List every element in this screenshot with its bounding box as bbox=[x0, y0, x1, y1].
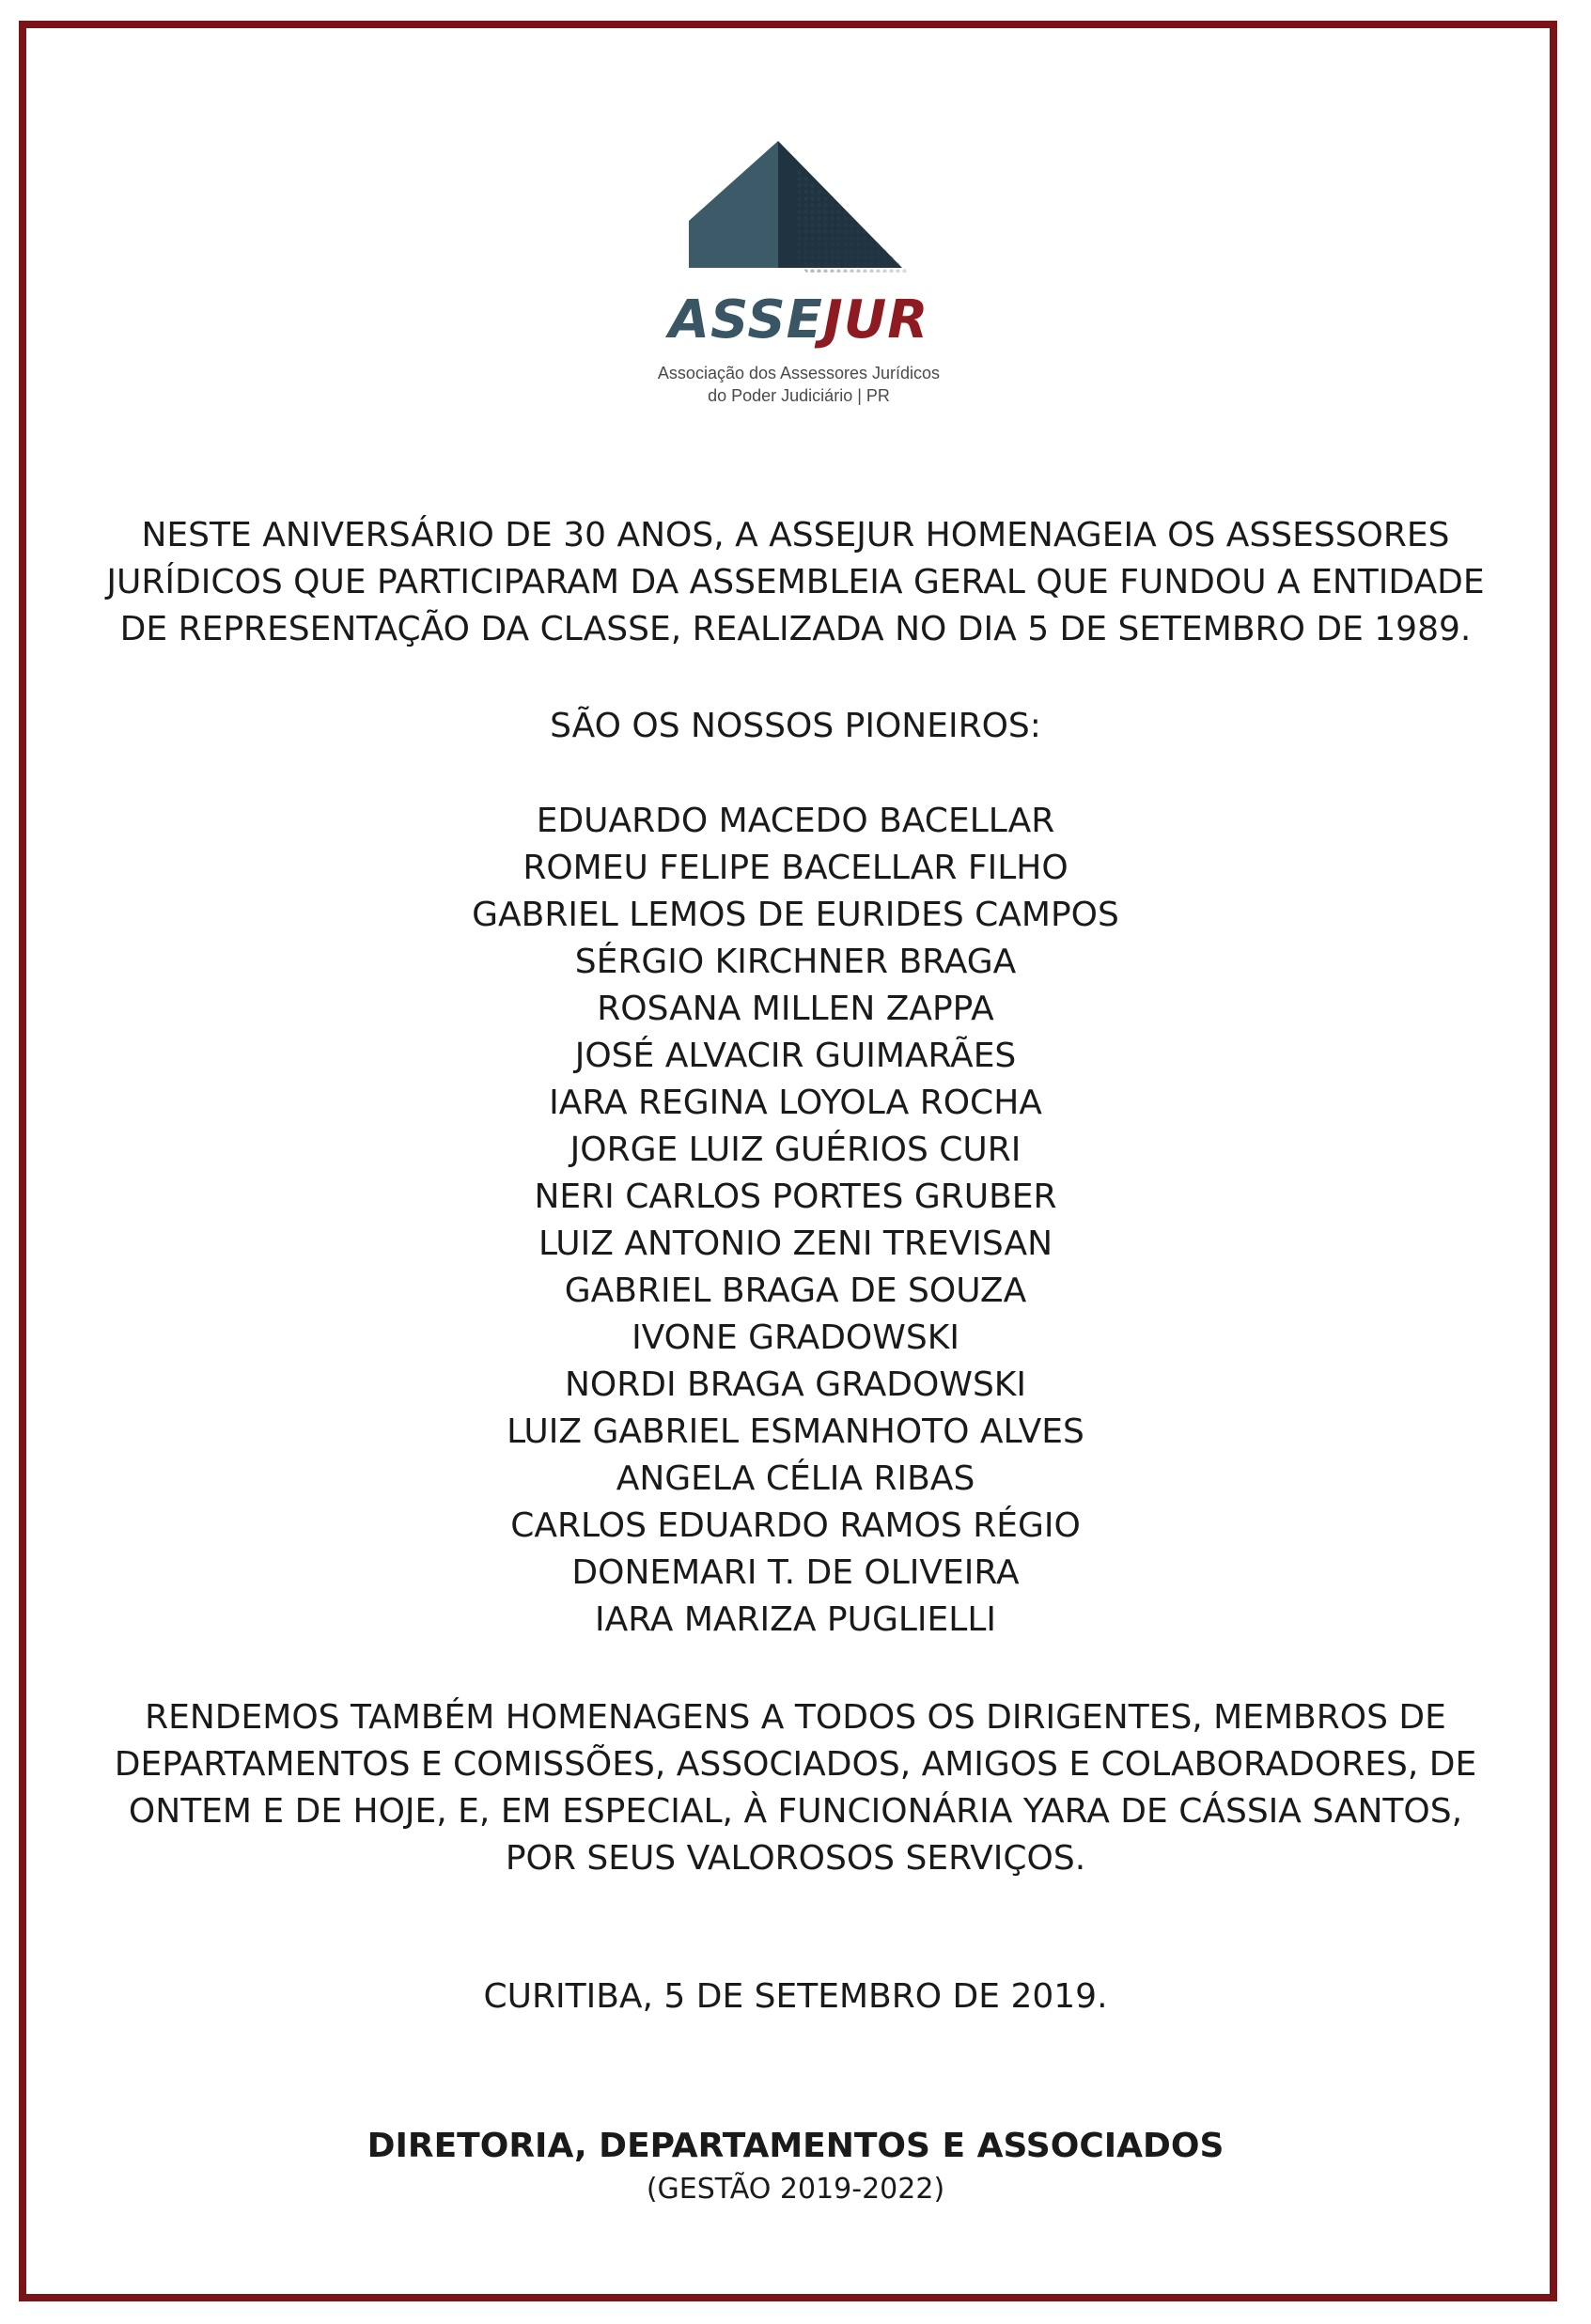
city-date: CURITIBA, 5 DE SETEMBRO DE 2019. bbox=[483, 1977, 1108, 2016]
pioneer-name: GABRIEL LEMOS DE EURIDES CAMPOS bbox=[472, 896, 1119, 934]
signature: DIRETORIA, DEPARTAMENTOS E ASSOCIADOS bbox=[367, 2127, 1224, 2165]
closing-paragraph: RENDEMOS TAMBÉM HOMENAGENS A TODOS OS DIRIGENTES, MEMBROS DE DEPARTAMENTOS E COMISSÕES, ASSOCIADOS, AMIGOS E COLABORADORES, DE ONTEM E DE HOJE, E, EM ESPECIAL, À FUNCIONÁRIA YARA DE CÁSSIA SANTOS, POR SEUS VALOROSOS SERVIÇOS. bbox=[114, 1698, 1477, 1878]
pioneer-name: GABRIEL BRAGA DE SOUZA bbox=[564, 1271, 1027, 1310]
pioneer-name: JORGE LUIZ GUÉRIOS CURI bbox=[569, 1131, 1022, 1169]
pioneer-name: LUIZ ANTONIO ZENI TREVISAN bbox=[538, 1224, 1053, 1263]
logo-wordmark: ASSEJUR bbox=[668, 289, 929, 351]
pioneer-name: SÉRGIO KIRCHNER BRAGA bbox=[574, 943, 1017, 981]
intro-paragraph: NESTE ANIVERSÁRIO DE 30 ANOS, A ASSEJUR HOMENAGEIA OS ASSESSORES JURÍDICOS QUE PARTICIPARAM DA ASSEMBLEIA GERAL QUE FUNDOU A ENTIDADE DE REPRESENTAÇÃO DA CLASSE, REALIZADA NO DIA 5 DE SETEMBRO DE 1989. bbox=[106, 516, 1485, 648]
logo-emblem-icon bbox=[684, 136, 913, 277]
pioneer-name: JOSÉ ALVACIR GUIMARÃES bbox=[574, 1037, 1017, 1075]
term-label: (GESTÃO 2019-2022) bbox=[646, 2173, 945, 2206]
logo-subtitle: Associação dos Assessores Jurídicos do Poder Judiciário | PR bbox=[657, 364, 941, 405]
pioneer-name: CARLOS EDUARDO RAMOS RÉGIO bbox=[510, 1506, 1081, 1545]
pioneer-name: IARA REGINA LOYOLA ROCHA bbox=[549, 1084, 1042, 1122]
pioneer-name: ROSANA MILLEN ZAPPA bbox=[597, 990, 994, 1028]
pioneer-name: NERI CARLOS PORTES GRUBER bbox=[534, 1178, 1057, 1216]
pioneer-name: DONEMARI T. DE OLIVEIRA bbox=[571, 1553, 1020, 1592]
assejur-logo bbox=[648, 136, 949, 418]
pioneer-name: ROMEU FELIPE BACELLAR FILHO bbox=[523, 849, 1068, 887]
pioneer-name: IVONE GRADOWSKI bbox=[632, 1318, 959, 1357]
pioneer-name: ANGELA CÉLIA RIBAS bbox=[616, 1459, 975, 1498]
pioneers-heading: SÃO OS NOSSOS PIONEIROS: bbox=[550, 707, 1041, 745]
pioneer-name: IARA MARIZA PUGLIELLI bbox=[594, 1600, 997, 1639]
pioneer-name: EDUARDO MACEDO BACELLAR bbox=[536, 802, 1055, 840]
pioneer-name: NORDI BRAGA GRADOWSKI bbox=[564, 1365, 1027, 1404]
pioneer-name: LUIZ GABRIEL ESMANHOTO ALVES bbox=[507, 1412, 1084, 1451]
pioneers-list bbox=[56, 798, 1535, 1644]
